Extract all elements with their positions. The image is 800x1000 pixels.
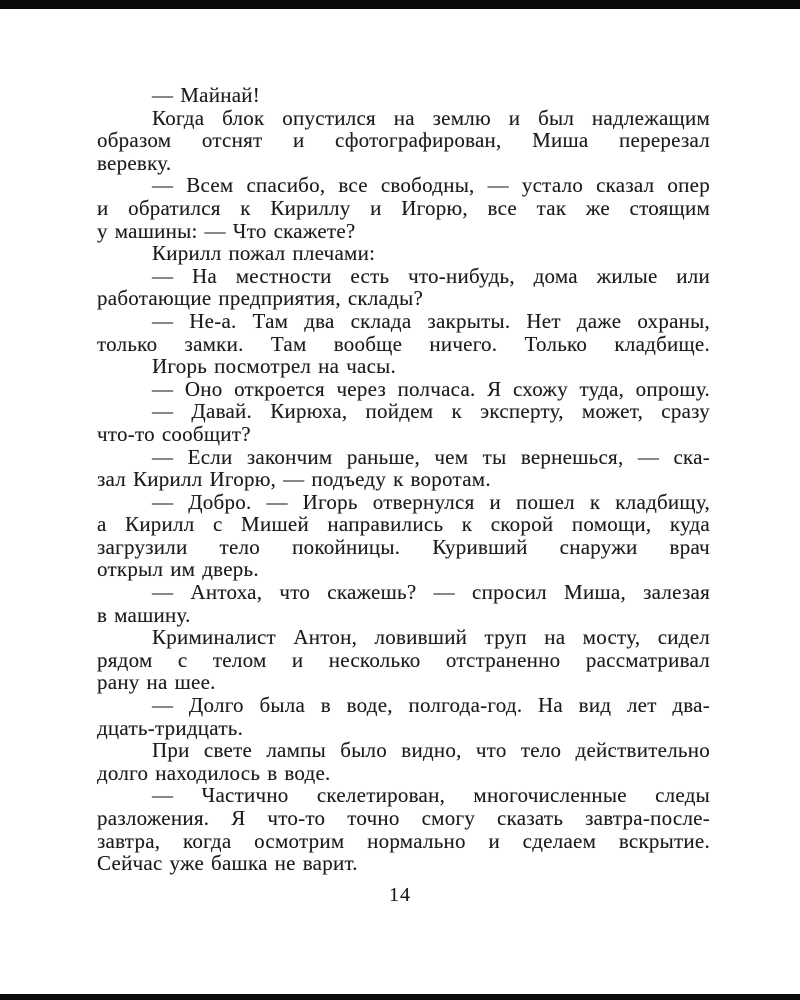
- text-line: а Кирилл с Мишей направились к скорой помощи, куда: [97, 512, 710, 537]
- text-line: Когда блок опустился на землю и был надлежащим: [152, 105, 710, 130]
- text-line: что-то сообщит?: [97, 421, 251, 446]
- text-line: Криминалист Антон, ловивший труп на мосту, сидел: [152, 625, 710, 650]
- text-line: в машину.: [97, 602, 191, 627]
- text-line: разложения. Я что-то точно смогу сказать завтра-после-: [97, 806, 710, 830]
- text-line: — Не-а. Там два склада закрыты. Нет даже охраны,: [152, 308, 710, 333]
- text-line: завтра, когда осмотрим нормально и сделаем вскрытие.: [97, 828, 710, 853]
- text-line: — Добро. — Игорь отвернулся и пошел к кладбищу,: [152, 489, 710, 514]
- text-line: только замки. Там вообще ничего. Только кладбище.: [97, 331, 710, 356]
- text-line: и обратился к Кириллу и Игорю, все так же стоящим: [97, 195, 710, 220]
- text-line: зал Кирилл Игорю, — подъеду к воротам.: [97, 467, 491, 492]
- text-line: — Оно откроется через полчаса. Я схожу туда, опрошу.: [152, 376, 710, 401]
- text-line: веревку.: [97, 150, 172, 175]
- text-line: — Всем спасибо, все свободны, — устало сказал опер: [152, 173, 710, 198]
- text-line: — На местности есть что-нибудь, дома жилые или: [152, 263, 710, 288]
- text-line: При свете лампы было видно, что тело действительно: [152, 738, 710, 763]
- text-line: — Майнай!: [152, 83, 261, 107]
- text-line: — Долго была в воде, полгода-год. На вид лет два-: [152, 693, 710, 718]
- text-line: — Антоха, что скажешь? — спросил Миша, залезая: [152, 580, 710, 605]
- text-line: — Давай. Кирюха, пойдем к эксперту, может, сразу: [152, 399, 710, 424]
- scan-artifact-top-bar: [0, 0, 800, 9]
- text-line: Кирилл пожал плечами:: [152, 241, 376, 266]
- scan-artifact-bottom-bar: [0, 994, 800, 1000]
- text-line: открыл им дверь.: [97, 557, 259, 582]
- text-line: загрузили тело покойницы. Куривший снаружи врач: [97, 534, 710, 559]
- text-line: работающие предприятия, склады?: [97, 286, 424, 311]
- text-line: у машины: — Что скажете?: [97, 218, 356, 243]
- text-line: — Частично скелетирован, многочисленные следы: [152, 783, 710, 808]
- text-line: — Если закончим раньше, чем ты вернешься, — ска-: [152, 444, 710, 469]
- text-line: образом отснят и сфотографирован, Миша перерезал: [97, 128, 710, 153]
- text-line: Сейчас уже башка не варит.: [97, 851, 358, 876]
- text-line: Игорь посмотрел на часы.: [152, 354, 397, 379]
- text-line: рану на шее.: [97, 670, 216, 695]
- text-line: долго находилось в воде.: [97, 760, 331, 785]
- text-line: дцать-тридцать.: [97, 715, 244, 740]
- text-line: рядом с телом и несколько отстраненно рассматривал: [97, 647, 710, 672]
- page-number: 14: [389, 884, 411, 906]
- text-block: [97, 84, 710, 875]
